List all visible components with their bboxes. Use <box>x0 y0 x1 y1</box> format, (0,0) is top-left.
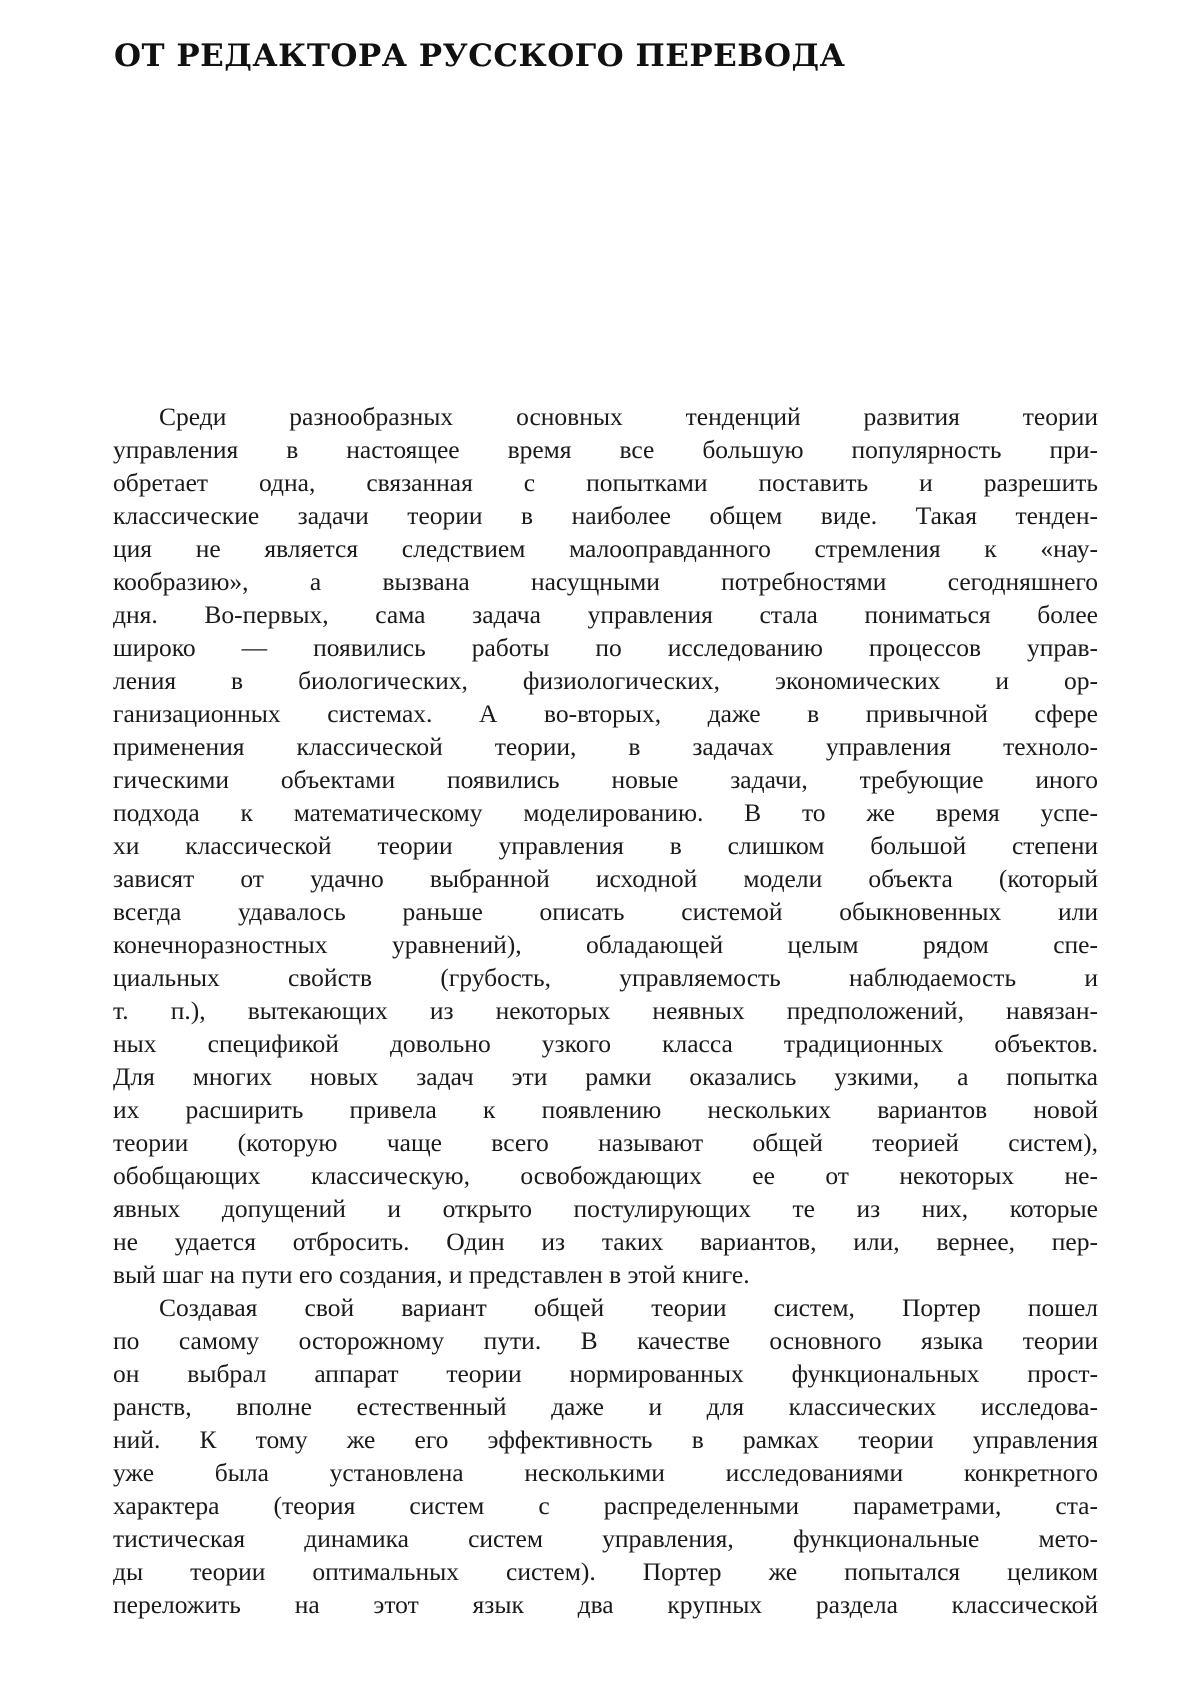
text-line: Среди разнообразных основных тенденций развития теории <box>159 402 1098 431</box>
text-line: ганизационных системах. А во-вторых, даже в привычной сфере <box>113 699 1098 728</box>
text-line: т. п.), вытекающих из некоторых неявных предположений, навязан- <box>113 996 1098 1025</box>
text-line: циальных свойств (грубость, управляемость наблюдаемость и <box>113 963 1098 992</box>
text-line: их расширить привела к появлению нескольких вариантов новой <box>113 1095 1098 1124</box>
text-line: явных допущений и открыто постулирующих те из них, которые <box>113 1194 1098 1223</box>
text-line: ных спецификой довольно узкого класса традиционных объектов. <box>113 1029 1098 1058</box>
text-line: ранств, вполне естественный даже и для классических исследова- <box>113 1392 1098 1421</box>
text-line: по самому осторожному пути. В качестве основного языка теории <box>113 1326 1098 1355</box>
section-heading: ОТ РЕДАКТОРА РУССКОГО ПЕРЕВОДА <box>114 38 846 74</box>
text-line: ция не является следствием малооправданного стремления к «нау- <box>113 534 1098 563</box>
text-line: хи классической теории управления в слишком большой степени <box>113 831 1098 860</box>
text-line: дня. Во-первых, сама задача управления стала пониматься более <box>113 600 1098 629</box>
text-line: ления в биологических, физиологических, экономических и ор- <box>113 666 1098 695</box>
paragraph-1 <box>113 400 1098 1291</box>
text-line: вый шаг на пути его создания, и представлен в этой книге. <box>113 1260 750 1289</box>
text-line: переложить на этот язык два крупных раздела классической <box>113 1590 1098 1619</box>
text-line: классические задачи теории в наиболее общем виде. Такая тенден- <box>113 501 1098 530</box>
body-text <box>113 400 1098 1621</box>
text-line: теории (которую чаще всего называют общей теорией систем), <box>113 1128 1098 1157</box>
text-line: ды теории оптимальных систем). Портер же попытался целиком <box>113 1557 1098 1586</box>
text-line: широко — появились работы по исследованию процессов управ- <box>113 633 1098 662</box>
text-line: уже была установлена несколькими исследованиями конкретного <box>113 1458 1098 1487</box>
text-line: Для многих новых задач эти рамки оказались узкими, а попытка <box>113 1062 1098 1091</box>
text-line: всегда удавалось раньше описать системой обыкновенных или <box>113 897 1098 926</box>
text-line: зависят от удачно выбранной исходной модели объекта (который <box>113 864 1098 893</box>
text-line: подхода к математическому моделированию. В то же время успе- <box>113 798 1098 827</box>
text-line: обретает одна, связанная с попытками поставить и разрешить <box>113 468 1098 497</box>
text-line: Создавая свой вариант общей теории систем, Портер пошел <box>159 1293 1098 1322</box>
text-line: характера (теория систем с распределенными параметрами, ста- <box>113 1491 1098 1520</box>
text-line: он выбрал аппарат теории нормированных функциональных прост- <box>113 1359 1098 1388</box>
text-line: кообразию», а вызвана насущными потребностями сегодняшнего <box>113 567 1098 596</box>
text-line: конечноразностных уравнений), обладающей целым рядом спе- <box>113 930 1098 959</box>
text-line: не удается отбросить. Один из таких вариантов, или, вернее, пер- <box>113 1227 1098 1256</box>
text-line: ний. К тому же его эффективность в рамках теории управления <box>113 1425 1098 1454</box>
text-line: управления в настоящее время все большую популярность при- <box>113 435 1098 464</box>
text-line: обобщающих классическую, освобождающих ее от некоторых не- <box>113 1161 1098 1190</box>
text-line: тистическая динамика систем управления, функциональные мето- <box>113 1524 1098 1553</box>
paragraph-2 <box>113 1291 1098 1621</box>
text-line: гическими объектами появились новые задачи, требующие иного <box>113 765 1098 794</box>
text-line: применения классической теории, в задачах управления техноло- <box>113 732 1098 761</box>
